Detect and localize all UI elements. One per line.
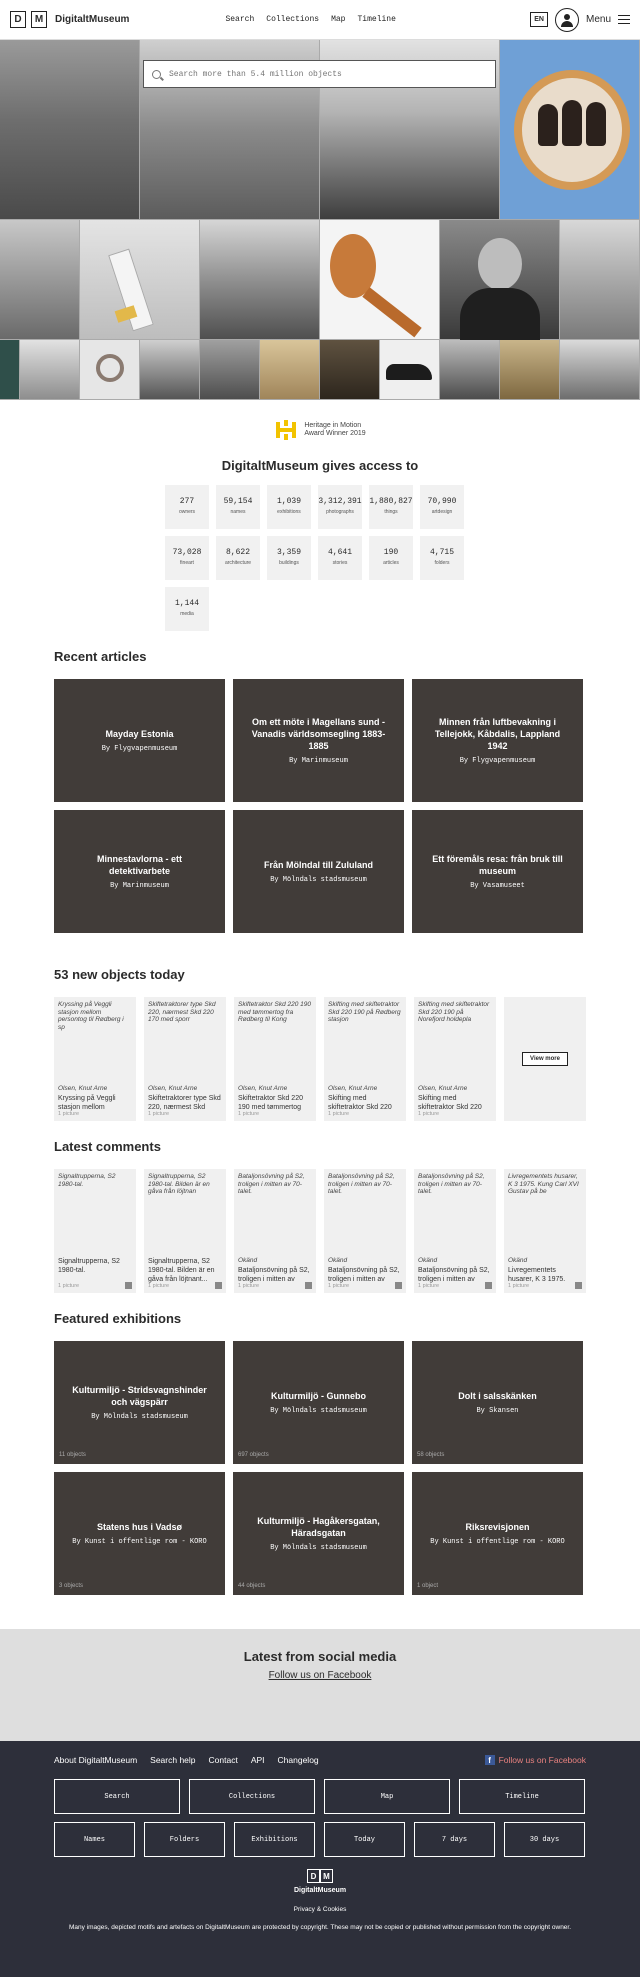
article-title: Ett föremåls resa: från bruk till museum bbox=[432, 854, 563, 876]
picture-count: 1 picture bbox=[58, 1111, 80, 1117]
picture-count: 1 picture bbox=[328, 1111, 350, 1117]
access-title: DigitaltMuseum gives access to bbox=[221, 458, 419, 473]
hero-photo[interactable] bbox=[320, 220, 440, 340]
article-owner: By Vasamuseet bbox=[470, 882, 525, 890]
recent-articles-title: Recent articles bbox=[54, 649, 147, 664]
footer-link-contact[interactable]: Contact bbox=[208, 1755, 238, 1765]
object-name: Bataljonsövning på S2, troligen i mitten av bbox=[328, 1267, 400, 1283]
picture-count: 1 picture bbox=[508, 1283, 530, 1289]
exhibition-owner: By Mölndals stadsmuseum bbox=[91, 1413, 188, 1421]
footer-link-search-help[interactable]: Search help bbox=[150, 1755, 196, 1765]
stat-stories[interactable] bbox=[318, 536, 362, 580]
object-card[interactable] bbox=[324, 997, 406, 1121]
object-creator: Olsen, Knut Arne bbox=[58, 1085, 108, 1092]
award-text bbox=[304, 422, 365, 438]
object-title: Kryssing på Veggli stasjon mellom persontog til Rødberg i sp bbox=[58, 1001, 124, 1031]
hero-photo[interactable] bbox=[200, 220, 320, 340]
picture-count: 1 picture bbox=[238, 1283, 260, 1289]
stat-label: artdesign bbox=[431, 509, 453, 515]
exhibition-owner: By Mölndals stadsmuseum bbox=[270, 1407, 367, 1415]
stat-label: media bbox=[180, 611, 194, 617]
stat-number: 73,028 bbox=[172, 548, 202, 557]
award-line-2: Award Winner 2019 bbox=[304, 430, 366, 437]
stat-owners[interactable] bbox=[165, 485, 209, 529]
comment-icon bbox=[125, 1282, 132, 1289]
article-owner: By Flygvapenmuseum bbox=[101, 745, 178, 753]
site-name: DigitaltMuseum bbox=[55, 14, 130, 25]
facebook-icon: f bbox=[485, 1755, 495, 1765]
stat-label: names bbox=[230, 509, 246, 515]
hero-photo[interactable] bbox=[0, 340, 20, 400]
user-icon[interactable] bbox=[555, 8, 579, 32]
article-title: Mayday Estonia bbox=[105, 729, 174, 739]
article-owner: By Flygvapenmuseum bbox=[459, 757, 536, 765]
picture-count: 1 picture bbox=[148, 1283, 170, 1289]
stat-label: buildings bbox=[279, 560, 299, 566]
site-logo[interactable] bbox=[10, 11, 129, 28]
picture-count: 1 picture bbox=[418, 1111, 440, 1117]
new-objects-grid bbox=[54, 997, 586, 1121]
object-title: Signaltrupperna, S2 1980-tal. Bilden är en gåva från löjtnan bbox=[148, 1173, 210, 1195]
object-card[interactable] bbox=[54, 997, 136, 1121]
exhibition-title: Kulturmiljö - Stridsvagnshinder och vägspärr bbox=[72, 1385, 207, 1407]
heritage-in-motion-icon bbox=[274, 418, 298, 442]
footer-exhibitions-button[interactable]: Exhibitions bbox=[234, 1822, 315, 1857]
hero-image-mosaic bbox=[0, 40, 640, 400]
stat-photographs[interactable] bbox=[318, 485, 362, 529]
view-more-card bbox=[504, 997, 586, 1121]
footer-link-changelog[interactable]: Changelog bbox=[277, 1755, 319, 1765]
exhibition-owner: By Mölndals stadsmuseum bbox=[270, 1544, 367, 1552]
comment-card[interactable] bbox=[414, 1169, 496, 1293]
object-count: 44 objects bbox=[238, 1583, 266, 1589]
hero-photo[interactable] bbox=[80, 220, 200, 340]
object-name: Skiftetraktorer type Skd 220, nærmest Skd bbox=[148, 1095, 221, 1111]
footer-secondary-buttons bbox=[54, 1822, 586, 1857]
search-input[interactable] bbox=[169, 70, 469, 79]
stat-number: 4,715 bbox=[429, 548, 454, 557]
logo-letter-m: M bbox=[320, 1869, 333, 1883]
article-owner: By Mölndals stadsmuseum bbox=[270, 876, 367, 884]
object-count: 1 object bbox=[417, 1583, 439, 1589]
exhibition-card[interactable] bbox=[54, 1472, 225, 1595]
exhibition-title: Riksrevisjonen bbox=[465, 1522, 530, 1532]
footer-30-days-button[interactable]: 30 days bbox=[504, 1822, 585, 1857]
comment-icon bbox=[395, 1282, 402, 1289]
object-title: Bataljonsövning på S2, troligen i mitten av 70-talet. bbox=[238, 1173, 305, 1195]
hero-photo[interactable] bbox=[500, 340, 560, 400]
stat-label: fineart bbox=[180, 560, 194, 566]
comment-icon bbox=[575, 1282, 582, 1289]
object-card[interactable] bbox=[234, 997, 316, 1121]
latest-comments-title: Latest comments bbox=[54, 1139, 161, 1154]
picture-count: 1 picture bbox=[58, 1283, 80, 1289]
article-card[interactable] bbox=[412, 679, 583, 802]
stat-label: stories bbox=[332, 560, 348, 566]
footer-site-name: DigitaltMuseum bbox=[293, 1887, 347, 1894]
stats-grid bbox=[165, 485, 475, 631]
stat-fineart[interactable] bbox=[165, 536, 209, 580]
article-card[interactable] bbox=[54, 679, 225, 802]
object-title: Skiftetraktor Skd 220 190 med tømmertog fra Rødberg til Kong bbox=[238, 1001, 311, 1023]
object-name: Kryssing på Veggli stasjon mellom bbox=[58, 1095, 116, 1111]
stat-number: 1,039 bbox=[276, 497, 301, 506]
view-more-button[interactable]: View more bbox=[522, 1052, 568, 1066]
footer-map-button[interactable]: Map bbox=[324, 1779, 450, 1814]
copyright-notice: Many images, depicted motifs and artefacts on DigitaltMuseum are protected by copyright. These may not be copied or published without permission from the copyright owner. bbox=[68, 1924, 572, 1931]
footer-link-api[interactable]: API bbox=[250, 1755, 265, 1765]
main-content bbox=[54, 649, 586, 1595]
comment-card[interactable] bbox=[324, 1169, 406, 1293]
comment-card[interactable] bbox=[504, 1169, 586, 1293]
hero-photo[interactable] bbox=[260, 340, 320, 400]
footer-today-button[interactable]: Today bbox=[324, 1822, 405, 1857]
hero-photo[interactable] bbox=[0, 40, 140, 220]
hero-photo[interactable] bbox=[440, 340, 500, 400]
logo-letter-d: D bbox=[307, 1869, 320, 1883]
stat-number: 59,154 bbox=[223, 497, 253, 506]
language-button[interactable]: EN bbox=[530, 12, 548, 27]
stat-number: 3,312,391 bbox=[318, 497, 362, 506]
exhibition-card[interactable] bbox=[412, 1472, 583, 1595]
social-title: Latest from social media bbox=[243, 1649, 397, 1664]
article-card[interactable] bbox=[412, 810, 583, 933]
footer-link-about[interactable]: About DigitaltMuseum bbox=[54, 1755, 138, 1765]
exhibitions-grid bbox=[54, 1341, 586, 1595]
picture-count: 1 picture bbox=[328, 1283, 350, 1289]
stat-number: 277 bbox=[179, 497, 195, 506]
nav-collections[interactable]: Collections bbox=[266, 15, 320, 24]
exhibition-card[interactable] bbox=[412, 1341, 583, 1464]
menu-label[interactable]: Menu bbox=[585, 14, 611, 25]
articles-grid bbox=[54, 679, 586, 933]
object-name: Signaltrupperna, S2 1980-tal. Bilden är en gåva från löjtnant... bbox=[148, 1258, 215, 1283]
object-name: Livregementets husarer, K 3 1975. bbox=[508, 1267, 566, 1283]
site-header bbox=[0, 0, 640, 40]
object-name: Skiftetraktor Skd 220 190 med tømmertog bbox=[238, 1095, 303, 1111]
article-title: Minnestavlorna - ett detektivarbete bbox=[96, 854, 182, 876]
comment-icon bbox=[485, 1282, 492, 1289]
nav-search[interactable]: Search bbox=[225, 15, 255, 24]
comment-card[interactable] bbox=[54, 1169, 136, 1293]
object-name: Skifting med skiftetraktor Skd 220 bbox=[418, 1095, 482, 1111]
stat-number: 70,990 bbox=[427, 497, 457, 506]
stat-media[interactable] bbox=[165, 587, 209, 631]
hero-photo[interactable] bbox=[140, 340, 200, 400]
stat-number: 1,880,827 bbox=[369, 497, 413, 506]
stat-number: 4,641 bbox=[327, 548, 352, 557]
nav-timeline[interactable]: Timeline bbox=[357, 15, 396, 24]
object-card[interactable] bbox=[144, 997, 226, 1121]
privacy-link[interactable]: Privacy & Cookies bbox=[293, 1906, 347, 1913]
footer-collections-button[interactable]: Collections bbox=[189, 1779, 315, 1814]
footer-facebook-link[interactable] bbox=[485, 1755, 586, 1765]
object-name: Bataljonsövning på S2, troligen i mitten av bbox=[238, 1267, 310, 1283]
object-creator: Olsen, Knut Arne bbox=[328, 1085, 378, 1092]
stat-exhibitions[interactable] bbox=[267, 485, 311, 529]
logo-letter-m: M bbox=[31, 11, 47, 28]
comments-grid bbox=[54, 1169, 586, 1293]
object-title: Skifting med skiftetraktor Skd 220 190 på Norefjord holdepla bbox=[418, 1001, 490, 1023]
stat-label: photographs bbox=[326, 509, 354, 515]
hero-photo[interactable] bbox=[440, 220, 560, 340]
comment-icon bbox=[215, 1282, 222, 1289]
facebook-follow-link[interactable]: Follow us on Facebook bbox=[268, 1670, 372, 1681]
stat-architecture[interactable] bbox=[216, 536, 260, 580]
picture-count: 1 picture bbox=[238, 1111, 260, 1117]
article-card[interactable] bbox=[54, 810, 225, 933]
object-name: Bataljonsövning på S2, troligen i mitten av bbox=[418, 1267, 490, 1283]
hero-photo[interactable] bbox=[500, 40, 640, 220]
article-title: Minnen från luftbevakning i Tellejokk, Kåbdalis, Lappland 1942 bbox=[434, 717, 561, 751]
object-creator: Okänd bbox=[238, 1257, 258, 1264]
exhibition-owner: By Kunst i offentlige rom - KORO bbox=[72, 1538, 207, 1546]
stat-label: articles bbox=[383, 560, 399, 566]
featured-exhibitions-title: Featured exhibitions bbox=[54, 1311, 182, 1326]
stat-number: 8,622 bbox=[225, 548, 250, 557]
stat-label: architecture bbox=[224, 560, 252, 566]
exhibition-card[interactable] bbox=[54, 1341, 225, 1464]
object-creator: Okänd bbox=[508, 1257, 528, 1264]
stat-buildings[interactable] bbox=[267, 536, 311, 580]
footer-names-button[interactable]: Names bbox=[54, 1822, 135, 1857]
stat-label: exhibitions bbox=[277, 509, 301, 515]
stat-articles[interactable] bbox=[369, 536, 413, 580]
exhibition-owner: By Skansen bbox=[476, 1407, 519, 1415]
social-media-section bbox=[0, 1629, 640, 1741]
footer-logo[interactable] bbox=[0, 1869, 640, 1883]
object-count: 58 objects bbox=[417, 1452, 445, 1458]
comment-card[interactable] bbox=[234, 1169, 316, 1293]
stat-things[interactable] bbox=[369, 485, 413, 529]
site-footer bbox=[0, 1741, 640, 1977]
search-icon[interactable] bbox=[152, 70, 161, 79]
stat-label: folders bbox=[434, 560, 450, 566]
article-title: Från Mölndal till Zululand bbox=[264, 860, 373, 870]
stat-number: 3,359 bbox=[276, 548, 301, 557]
object-title: Bataljonsövning på S2, troligen i mitten av 70-talet. bbox=[328, 1173, 395, 1195]
object-name: Skifting med skiftetraktor Skd 220 bbox=[328, 1095, 392, 1111]
exhibition-title: Dolt i salsskänken bbox=[458, 1391, 537, 1401]
article-title: Om ett möte i Magellans sund - Vanadis världsomsegling 1883-1885 bbox=[251, 717, 386, 751]
article-card[interactable] bbox=[233, 810, 404, 933]
object-creator: Okänd bbox=[328, 1257, 348, 1264]
object-creator: Olsen, Knut Arne bbox=[418, 1085, 468, 1092]
footer-7-days-button[interactable]: 7 days bbox=[414, 1822, 495, 1857]
stat-names[interactable] bbox=[216, 485, 260, 529]
object-title: Bataljonsövning på S2, troligen i mitten av 70-talet. bbox=[418, 1173, 485, 1195]
logo-letter-d: D bbox=[10, 11, 26, 28]
object-title: Skifting med skiftetraktor Skd 220 190 på Rødberg stasjon bbox=[328, 1001, 401, 1023]
main-nav bbox=[225, 15, 395, 24]
object-creator: Olsen, Knut Arne bbox=[238, 1085, 288, 1092]
object-count: 11 objects bbox=[59, 1452, 86, 1458]
exhibition-title: Kulturmiljö - Hagåkersgatan, Häradsgatan bbox=[257, 1516, 380, 1538]
hero-photo[interactable] bbox=[320, 340, 380, 400]
stat-number: 1,144 bbox=[174, 599, 199, 608]
nav-map[interactable]: Map bbox=[331, 15, 346, 24]
stat-folders[interactable] bbox=[420, 536, 464, 580]
object-creator: Olsen, Knut Arne bbox=[148, 1085, 198, 1092]
stat-label: owners bbox=[178, 509, 196, 515]
hero-photo[interactable] bbox=[200, 340, 260, 400]
new-objects-title: 53 new objects today bbox=[54, 967, 185, 982]
hero-photo[interactable] bbox=[560, 220, 640, 340]
object-title: Livregementets husarer, K 3 1975. Kung Carl XVI Gustav på be bbox=[508, 1173, 579, 1195]
object-creator: Okänd bbox=[418, 1257, 438, 1264]
footer-timeline-button[interactable]: Timeline bbox=[459, 1779, 585, 1814]
object-count: 697 objects bbox=[238, 1452, 269, 1458]
article-card[interactable] bbox=[233, 679, 404, 802]
award-line-1: Heritage in Motion bbox=[304, 422, 362, 429]
article-owner: By Marinmuseum bbox=[110, 882, 169, 890]
hero-photo[interactable] bbox=[80, 340, 140, 400]
hero-photo[interactable] bbox=[0, 220, 80, 340]
search-bar bbox=[143, 60, 496, 88]
article-owner: By Marinmuseum bbox=[289, 757, 348, 765]
picture-count: 1 picture bbox=[418, 1283, 440, 1289]
hero-photo[interactable] bbox=[560, 340, 640, 400]
object-count: 3 objects bbox=[59, 1583, 84, 1589]
exhibition-title: Statens hus i Vadsø bbox=[96, 1522, 183, 1532]
object-title: Skiftetraktorer type Skd 220, nærmest Skd 220 170 med sporr bbox=[148, 1001, 216, 1023]
footer-links bbox=[54, 1755, 586, 1765]
stat-artdesign[interactable] bbox=[420, 485, 464, 529]
footer-search-button[interactable]: Search bbox=[54, 1779, 180, 1814]
picture-count: 1 picture bbox=[148, 1111, 170, 1117]
stat-label: things bbox=[384, 509, 398, 515]
object-card[interactable] bbox=[414, 997, 496, 1121]
hero-photo[interactable] bbox=[380, 340, 440, 400]
hero-photo[interactable] bbox=[20, 340, 80, 400]
comment-icon bbox=[305, 1282, 312, 1289]
exhibition-owner: By Kunst i offentlige rom - KORO bbox=[430, 1538, 565, 1546]
stat-number: 190 bbox=[383, 548, 399, 557]
footer-folders-button[interactable]: Folders bbox=[144, 1822, 225, 1857]
object-name: Signaltrupperna, S2 1980-tal. bbox=[58, 1258, 120, 1274]
exhibition-card[interactable] bbox=[233, 1472, 404, 1595]
comment-card[interactable] bbox=[144, 1169, 226, 1293]
exhibition-title: Kulturmiljö - Gunnebo bbox=[271, 1391, 366, 1401]
footer-facebook-label: Follow us on Facebook bbox=[498, 1755, 586, 1765]
exhibition-card[interactable] bbox=[233, 1341, 404, 1464]
hamburger-icon[interactable] bbox=[618, 15, 630, 24]
award-badge[interactable] bbox=[0, 418, 640, 442]
footer-main-buttons bbox=[54, 1779, 586, 1814]
object-title: Signaltrupperna, S2 1980-tal. bbox=[58, 1173, 116, 1188]
header-actions bbox=[530, 8, 630, 32]
